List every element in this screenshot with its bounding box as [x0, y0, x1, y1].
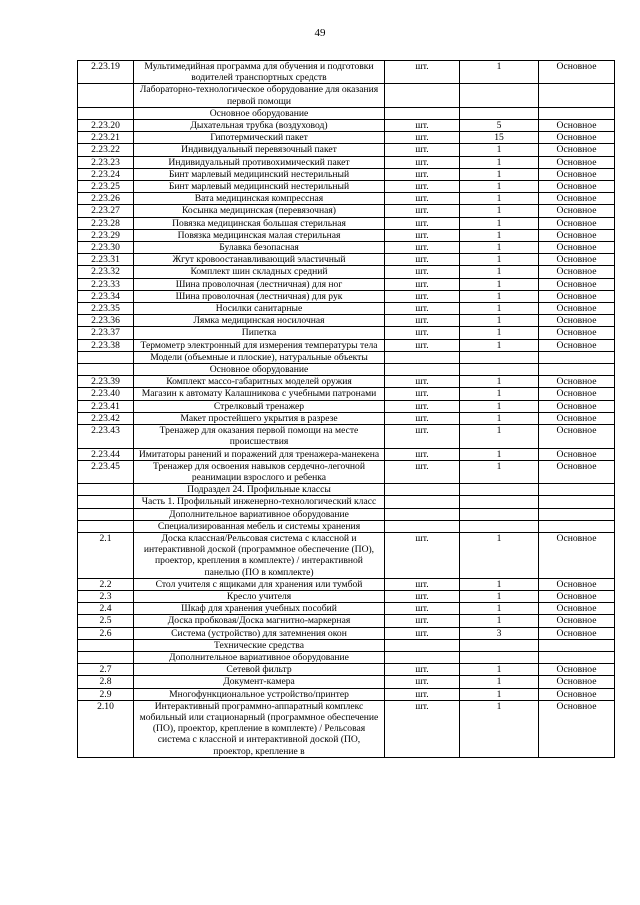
quantity-cell: 1 — [460, 61, 539, 84]
item-name: Шина проволочная (лестничная) для рук — [134, 290, 385, 302]
table-row — [78, 603, 615, 615]
section-title: Специализированная мебель и системы хранения — [134, 520, 385, 532]
quantity-cell: 1 — [460, 266, 539, 278]
section-title: Часть 1. Профильный инженерно-технологический класс — [134, 496, 385, 508]
unit-cell — [385, 651, 460, 663]
item-name: Стол учителя с ящиками для хранения или тумбой — [134, 578, 385, 590]
unit-cell: шт. — [385, 676, 460, 688]
type-cell — [539, 84, 615, 107]
quantity-cell: 1 — [460, 460, 539, 483]
quantity-cell: 1 — [460, 339, 539, 351]
unit-cell: шт. — [385, 217, 460, 229]
type-cell: Основное — [539, 425, 615, 448]
quantity-cell: 1 — [460, 144, 539, 156]
row-number: 2.23.40 — [78, 388, 134, 400]
row-number — [78, 107, 134, 119]
quantity-cell — [460, 496, 539, 508]
type-cell: Основное — [539, 327, 615, 339]
table-row — [78, 339, 615, 351]
type-cell: Основное — [539, 627, 615, 639]
row-number — [78, 496, 134, 508]
row-number: 2.23.38 — [78, 339, 134, 351]
table-row — [78, 144, 615, 156]
unit-cell: шт. — [385, 532, 460, 578]
unit-cell: шт. — [385, 388, 460, 400]
row-number: 2.23.44 — [78, 448, 134, 460]
unit-cell: шт. — [385, 266, 460, 278]
type-cell: Основное — [539, 217, 615, 229]
table-row — [78, 590, 615, 602]
type-cell: Основное — [539, 61, 615, 84]
quantity-cell: 1 — [460, 327, 539, 339]
row-number: 2.7 — [78, 664, 134, 676]
row-number: 2.1 — [78, 532, 134, 578]
item-name: Косынка медицинская (перевязочная) — [134, 205, 385, 217]
type-cell: Основное — [539, 193, 615, 205]
item-name: Индивидуальный перевязочный пакет — [134, 144, 385, 156]
section-row — [78, 508, 615, 520]
unit-cell: шт. — [385, 254, 460, 266]
unit-cell: шт. — [385, 181, 460, 193]
unit-cell: шт. — [385, 144, 460, 156]
row-number: 2.23.36 — [78, 315, 134, 327]
item-name: Бинт марлевый медицинский нестерильный — [134, 181, 385, 193]
quantity-cell: 1 — [460, 590, 539, 602]
type-cell: Основное — [539, 590, 615, 602]
type-cell — [539, 639, 615, 651]
row-number: 2.23.25 — [78, 181, 134, 193]
table-row — [78, 627, 615, 639]
quantity-cell: 1 — [460, 205, 539, 217]
unit-cell: шт. — [385, 400, 460, 412]
unit-cell: шт. — [385, 315, 460, 327]
quantity-cell: 1 — [460, 532, 539, 578]
unit-cell: шт. — [385, 412, 460, 424]
type-cell: Основное — [539, 532, 615, 578]
item-name: Повязка медицинская малая стерильная — [134, 229, 385, 241]
table-row — [78, 303, 615, 315]
item-name: Тренажер для оказания первой помощи на месте происшествия — [134, 425, 385, 448]
type-cell: Основное — [539, 688, 615, 700]
table-row — [78, 615, 615, 627]
quantity-cell — [460, 484, 539, 496]
row-number — [78, 364, 134, 376]
item-name: Бинт марлевый медицинский нестерильный — [134, 168, 385, 180]
table-row — [78, 156, 615, 168]
type-cell: Основное — [539, 303, 615, 315]
type-cell — [539, 107, 615, 119]
quantity-cell: 1 — [460, 315, 539, 327]
quantity-cell: 15 — [460, 132, 539, 144]
unit-cell — [385, 520, 460, 532]
quantity-cell: 1 — [460, 303, 539, 315]
type-cell: Основное — [539, 278, 615, 290]
quantity-cell — [460, 107, 539, 119]
table-row — [78, 120, 615, 132]
item-name: Система (устройство) для затемнения окон — [134, 627, 385, 639]
table-row — [78, 676, 615, 688]
type-cell: Основное — [539, 700, 615, 757]
unit-cell: шт. — [385, 700, 460, 757]
unit-cell: шт. — [385, 448, 460, 460]
quantity-cell: 1 — [460, 156, 539, 168]
row-number: 2.23.32 — [78, 266, 134, 278]
quantity-cell: 1 — [460, 688, 539, 700]
table-row — [78, 205, 615, 217]
type-cell: Основное — [539, 242, 615, 254]
unit-cell — [385, 639, 460, 651]
table-row — [78, 448, 615, 460]
unit-cell: шт. — [385, 205, 460, 217]
quantity-cell: 1 — [460, 242, 539, 254]
type-cell: Основное — [539, 205, 615, 217]
table-row — [78, 290, 615, 302]
unit-cell: шт. — [385, 425, 460, 448]
quantity-cell — [460, 651, 539, 663]
unit-cell — [385, 84, 460, 107]
row-number: 2.3 — [78, 590, 134, 602]
table-row — [78, 229, 615, 241]
quantity-cell: 1 — [460, 181, 539, 193]
unit-cell: шт. — [385, 193, 460, 205]
unit-cell: шт. — [385, 664, 460, 676]
item-name: Комплект массо-габаритных моделей оружия — [134, 376, 385, 388]
section-row — [78, 84, 615, 107]
quantity-cell: 1 — [460, 425, 539, 448]
type-cell: Основное — [539, 290, 615, 302]
type-cell: Основное — [539, 266, 615, 278]
table-row — [78, 315, 615, 327]
quantity-cell: 1 — [460, 664, 539, 676]
row-number — [78, 508, 134, 520]
table-row — [78, 254, 615, 266]
type-cell: Основное — [539, 664, 615, 676]
section-title: Подраздел 24. Профильные классы — [134, 484, 385, 496]
type-cell: Основное — [539, 229, 615, 241]
item-name: Шкаф для хранения учебных пособий — [134, 603, 385, 615]
type-cell — [539, 484, 615, 496]
quantity-cell — [460, 520, 539, 532]
row-number — [78, 351, 134, 363]
table-row — [78, 217, 615, 229]
section-title: Основное оборудование — [134, 107, 385, 119]
row-number — [78, 84, 134, 107]
row-number: 2.23.24 — [78, 168, 134, 180]
item-name: Повязка медицинская большая стерильная — [134, 217, 385, 229]
quantity-cell: 1 — [460, 388, 539, 400]
type-cell: Основное — [539, 676, 615, 688]
row-number: 2.23.23 — [78, 156, 134, 168]
row-number: 2.8 — [78, 676, 134, 688]
type-cell: Основное — [539, 615, 615, 627]
table-row — [78, 460, 615, 483]
row-number: 2.23.20 — [78, 120, 134, 132]
table-row — [78, 168, 615, 180]
unit-cell: шт. — [385, 132, 460, 144]
row-number: 2.23.43 — [78, 425, 134, 448]
unit-cell: шт. — [385, 688, 460, 700]
quantity-cell: 1 — [460, 615, 539, 627]
quantity-cell: 1 — [460, 412, 539, 424]
type-cell — [539, 364, 615, 376]
quantity-cell — [460, 639, 539, 651]
item-name: Пипетка — [134, 327, 385, 339]
type-cell: Основное — [539, 181, 615, 193]
table-row — [78, 376, 615, 388]
item-name: Лямка медицинская носилочная — [134, 315, 385, 327]
unit-cell: шт. — [385, 460, 460, 483]
row-number: 2.23.27 — [78, 205, 134, 217]
quantity-cell — [460, 364, 539, 376]
quantity-cell: 1 — [460, 603, 539, 615]
item-name: Дыхательная трубка (воздуховод) — [134, 120, 385, 132]
item-name: Доска пробковая/Доска магнитно-маркерная — [134, 615, 385, 627]
item-name: Термометр электронный для измерения температуры тела — [134, 339, 385, 351]
table-row — [78, 278, 615, 290]
unit-cell: шт. — [385, 327, 460, 339]
type-cell: Основное — [539, 168, 615, 180]
type-cell — [539, 508, 615, 520]
row-number: 2.23.28 — [78, 217, 134, 229]
row-number: 2.5 — [78, 615, 134, 627]
unit-cell: шт. — [385, 578, 460, 590]
row-number: 2.4 — [78, 603, 134, 615]
item-name: Доска классная/Рельсовая система с классной и интерактивной доской (программное обеспечение (ПО), проектор, крепления в комплекте) / интерактивной панелью (ПО в комплекте) — [134, 532, 385, 578]
unit-cell: шт. — [385, 590, 460, 602]
table-row — [78, 688, 615, 700]
unit-cell — [385, 508, 460, 520]
quantity-cell — [460, 508, 539, 520]
item-name: Интерактивный программно-аппаратный комплекс мобильный или стационарный (программное обеспечение (ПО), проектор, крепление в комплекте) / Рельсовая система с классной и интерактивной доской (ПО, проектор, крепление в — [134, 700, 385, 757]
unit-cell: шт. — [385, 168, 460, 180]
row-number: 2.23.22 — [78, 144, 134, 156]
quantity-cell: 1 — [460, 229, 539, 241]
unit-cell: шт. — [385, 376, 460, 388]
table-row — [78, 193, 615, 205]
type-cell: Основное — [539, 376, 615, 388]
type-cell — [539, 651, 615, 663]
type-cell — [539, 496, 615, 508]
table-row — [78, 388, 615, 400]
section-row — [78, 484, 615, 496]
section-row — [78, 351, 615, 363]
type-cell: Основное — [539, 412, 615, 424]
unit-cell: шт. — [385, 339, 460, 351]
type-cell: Основное — [539, 120, 615, 132]
type-cell: Основное — [539, 603, 615, 615]
item-name: Носилки санитарные — [134, 303, 385, 315]
unit-cell: шт. — [385, 290, 460, 302]
type-cell: Основное — [539, 315, 615, 327]
item-name: Булавка безопасная — [134, 242, 385, 254]
item-name: Шина проволочная (лестничная) для ног — [134, 278, 385, 290]
equipment-table — [77, 60, 615, 758]
unit-cell — [385, 364, 460, 376]
unit-cell: шт. — [385, 120, 460, 132]
unit-cell: шт. — [385, 242, 460, 254]
row-number: 2.9 — [78, 688, 134, 700]
type-cell: Основное — [539, 448, 615, 460]
unit-cell: шт. — [385, 229, 460, 241]
quantity-cell: 1 — [460, 578, 539, 590]
quantity-cell: 1 — [460, 254, 539, 266]
row-number: 2.23.34 — [78, 290, 134, 302]
item-name: Стрелковый тренажер — [134, 400, 385, 412]
type-cell: Основное — [539, 132, 615, 144]
quantity-cell: 1 — [460, 217, 539, 229]
section-row — [78, 364, 615, 376]
unit-cell: шт. — [385, 627, 460, 639]
item-name: Документ-камера — [134, 676, 385, 688]
table-row — [78, 578, 615, 590]
quantity-cell: 1 — [460, 376, 539, 388]
item-name: Имитаторы ранений и поражений для тренажера-манекена — [134, 448, 385, 460]
table-row — [78, 61, 615, 84]
table-row — [78, 400, 615, 412]
item-name: Магазин к автомату Калашникова с учебными патронами — [134, 388, 385, 400]
section-title: Дополнительное вариативное оборудование — [134, 651, 385, 663]
unit-cell: шт. — [385, 278, 460, 290]
unit-cell: шт. — [385, 156, 460, 168]
item-name: Комплект шин складных средний — [134, 266, 385, 278]
table-row — [78, 327, 615, 339]
type-cell: Основное — [539, 339, 615, 351]
equipment-table-body — [78, 61, 615, 758]
unit-cell: шт. — [385, 603, 460, 615]
type-cell: Основное — [539, 144, 615, 156]
quantity-cell: 1 — [460, 278, 539, 290]
item-name: Макет простейшего укрытия в разрезе — [134, 412, 385, 424]
row-number: 2.23.29 — [78, 229, 134, 241]
type-cell — [539, 520, 615, 532]
unit-cell: шт. — [385, 61, 460, 84]
row-number: 2.10 — [78, 700, 134, 757]
row-number: 2.23.39 — [78, 376, 134, 388]
item-name: Сетевой фильтр — [134, 664, 385, 676]
section-row — [78, 639, 615, 651]
unit-cell — [385, 351, 460, 363]
table-row — [78, 700, 615, 757]
row-number: 2.23.33 — [78, 278, 134, 290]
section-title: Дополнительное вариативное оборудование — [134, 508, 385, 520]
section-title: Лабораторно-технологическое оборудование для оказания первой помощи — [134, 84, 385, 107]
item-name: Кресло учителя — [134, 590, 385, 602]
table-row — [78, 532, 615, 578]
table-row — [78, 412, 615, 424]
item-name: Тренажер для освоения навыков сердечно-легочной реанимации взрослого и ребенка — [134, 460, 385, 483]
row-number: 2.2 — [78, 578, 134, 590]
quantity-cell: 1 — [460, 168, 539, 180]
quantity-cell: 1 — [460, 676, 539, 688]
section-row — [78, 520, 615, 532]
item-name: Индивидуальный противохимический пакет — [134, 156, 385, 168]
type-cell: Основное — [539, 578, 615, 590]
type-cell — [539, 351, 615, 363]
table-row — [78, 664, 615, 676]
row-number: 2.23.30 — [78, 242, 134, 254]
row-number: 2.6 — [78, 627, 134, 639]
section-title: Модели (объемные и плоские), натуральные объекты — [134, 351, 385, 363]
table-row — [78, 425, 615, 448]
unit-cell — [385, 107, 460, 119]
table-row — [78, 242, 615, 254]
row-number — [78, 651, 134, 663]
item-name: Гипотермический пакет — [134, 132, 385, 144]
section-row — [78, 496, 615, 508]
row-number: 2.23.42 — [78, 412, 134, 424]
row-number: 2.23.35 — [78, 303, 134, 315]
quantity-cell: 3 — [460, 627, 539, 639]
row-number — [78, 484, 134, 496]
type-cell: Основное — [539, 400, 615, 412]
row-number: 2.23.31 — [78, 254, 134, 266]
quantity-cell — [460, 84, 539, 107]
row-number: 2.23.45 — [78, 460, 134, 483]
row-number: 2.23.19 — [78, 61, 134, 84]
item-name: Мультимедийная программа для обучения и подготовки водителей транспортных средств — [134, 61, 385, 84]
section-row — [78, 651, 615, 663]
type-cell: Основное — [539, 388, 615, 400]
quantity-cell: 1 — [460, 290, 539, 302]
section-row — [78, 107, 615, 119]
table-row — [78, 266, 615, 278]
item-name: Жгут кровоостанавливающий эластичный — [134, 254, 385, 266]
type-cell: Основное — [539, 156, 615, 168]
row-number: 2.23.21 — [78, 132, 134, 144]
row-number: 2.23.37 — [78, 327, 134, 339]
quantity-cell: 1 — [460, 400, 539, 412]
type-cell: Основное — [539, 460, 615, 483]
quantity-cell — [460, 351, 539, 363]
table-row — [78, 181, 615, 193]
unit-cell: шт. — [385, 303, 460, 315]
section-title: Технические средства — [134, 639, 385, 651]
type-cell: Основное — [539, 254, 615, 266]
quantity-cell: 1 — [460, 700, 539, 757]
row-number — [78, 520, 134, 532]
quantity-cell: 5 — [460, 120, 539, 132]
quantity-cell: 1 — [460, 193, 539, 205]
unit-cell — [385, 496, 460, 508]
row-number: 2.23.26 — [78, 193, 134, 205]
item-name: Многофункциональное устройство/принтер — [134, 688, 385, 700]
unit-cell: шт. — [385, 615, 460, 627]
table-row — [78, 132, 615, 144]
page-number: 49 — [314, 27, 326, 39]
section-title: Основное оборудование — [134, 364, 385, 376]
row-number — [78, 639, 134, 651]
unit-cell — [385, 484, 460, 496]
item-name: Вата медицинская компрессная — [134, 193, 385, 205]
row-number: 2.23.41 — [78, 400, 134, 412]
quantity-cell: 1 — [460, 448, 539, 460]
